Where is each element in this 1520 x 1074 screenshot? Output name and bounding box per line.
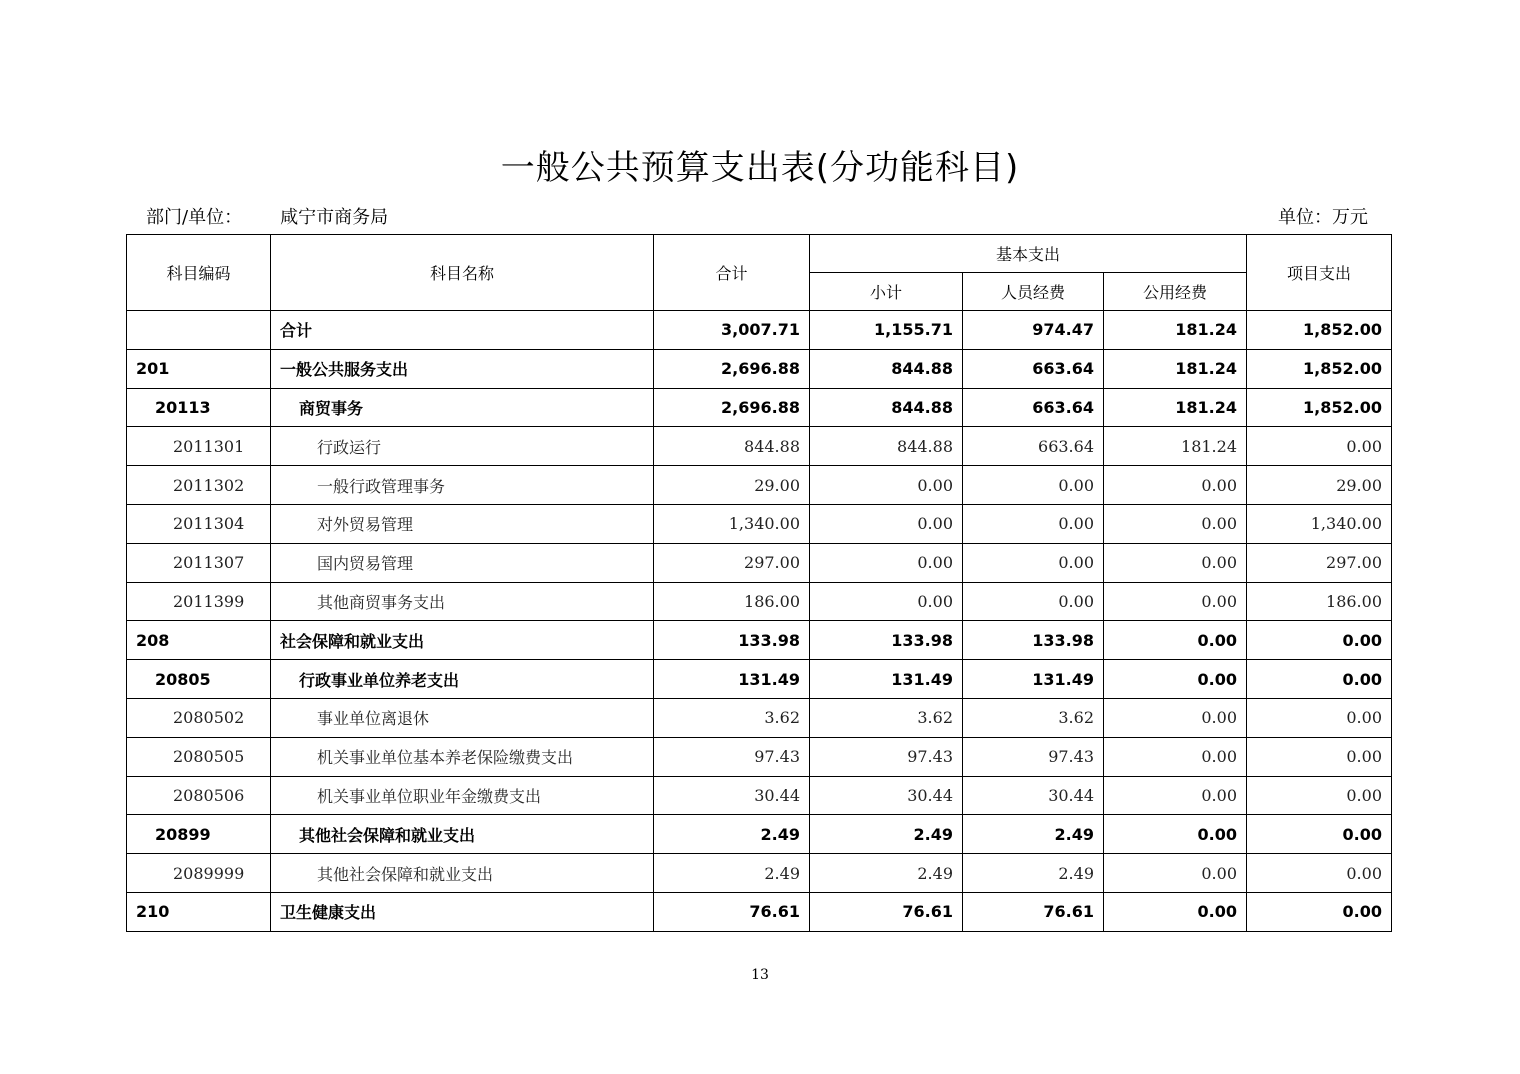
cell-personnel: 2.49 [963,815,1104,854]
table-row [127,854,1392,893]
table-row [127,892,1392,931]
cell-subtotal: 0.00 [810,543,963,582]
cell-personnel: 0.00 [963,582,1104,621]
table-row [127,776,1392,815]
cell-project: 0.00 [1247,737,1392,776]
cell-code: 2011307 [127,543,271,582]
cell-total: 97.43 [654,737,810,776]
cell-code: 2089999 [127,854,271,893]
cell-name: 机关事业单位基本养老保险缴费支出 [271,737,654,776]
cell-name: 行政运行 [271,427,654,466]
cell-public: 181.24 [1104,349,1247,388]
table-row [127,621,1392,660]
cell-public: 0.00 [1104,543,1247,582]
cell-subtotal: 844.88 [810,427,963,466]
table-row [127,311,1392,350]
cell-project: 29.00 [1247,466,1392,505]
cell-subtotal: 30.44 [810,776,963,815]
cell-project: 0.00 [1247,427,1392,466]
cell-project: 1,852.00 [1247,311,1392,350]
cell-name: 一般行政管理事务 [271,466,654,505]
cell-personnel: 131.49 [963,660,1104,699]
table-row [127,466,1392,505]
cell-name: 对外贸易管理 [271,504,654,543]
cell-subtotal: 0.00 [810,504,963,543]
cell-personnel: 663.64 [963,349,1104,388]
cell-total: 29.00 [654,466,810,505]
cell-code: 2011302 [127,466,271,505]
cell-project: 1,852.00 [1247,388,1392,427]
budget-table [126,234,1392,932]
cell-name: 国内贸易管理 [271,543,654,582]
cell-total: 2.49 [654,854,810,893]
page-number: 13 [751,967,769,983]
cell-personnel: 97.43 [963,737,1104,776]
cell-name: 事业单位离退休 [271,698,654,737]
cell-project: 0.00 [1247,660,1392,699]
cell-public: 0.00 [1104,892,1247,931]
table-row [127,504,1392,543]
cell-project: 0.00 [1247,621,1392,660]
table-row [127,660,1392,699]
table-row [127,582,1392,621]
cell-project: 0.00 [1247,854,1392,893]
cell-project: 297.00 [1247,543,1392,582]
department-label: 部门/单位： [146,207,243,228]
cell-personnel: 663.64 [963,427,1104,466]
cell-code: 2011304 [127,504,271,543]
header-project: 项目支出 [1247,235,1392,311]
cell-name: 社会保障和就业支出 [271,621,654,660]
table-row [127,737,1392,776]
cell-personnel: 76.61 [963,892,1104,931]
cell-total: 76.61 [654,892,810,931]
cell-public: 0.00 [1104,504,1247,543]
table-row [127,349,1392,388]
cell-code: 210 [127,892,271,931]
table-row [127,427,1392,466]
cell-name: 其他社会保障和就业支出 [271,815,654,854]
cell-project: 0.00 [1247,815,1392,854]
cell-subtotal: 1,155.71 [810,311,963,350]
table-row [127,543,1392,582]
cell-public: 181.24 [1104,427,1247,466]
cell-project: 1,340.00 [1247,504,1392,543]
cell-subtotal: 0.00 [810,466,963,505]
cell-name: 其他商贸事务支出 [271,582,654,621]
cell-project: 186.00 [1247,582,1392,621]
cell-name: 一般公共服务支出 [271,349,654,388]
cell-total: 131.49 [654,660,810,699]
cell-personnel: 3.62 [963,698,1104,737]
cell-public: 181.24 [1104,311,1247,350]
cell-project: 1,852.00 [1247,349,1392,388]
cell-project: 0.00 [1247,698,1392,737]
cell-code: 201 [127,349,271,388]
header-basic: 基本支出 [810,235,1247,273]
cell-total: 2,696.88 [654,349,810,388]
cell-total: 297.00 [654,543,810,582]
cell-total: 186.00 [654,582,810,621]
cell-code: 20113 [127,388,271,427]
cell-subtotal: 131.49 [810,660,963,699]
cell-public: 0.00 [1104,582,1247,621]
cell-code: 20899 [127,815,271,854]
cell-public: 0.00 [1104,621,1247,660]
cell-personnel: 974.47 [963,311,1104,350]
cell-code: 20805 [127,660,271,699]
cell-subtotal: 0.00 [810,582,963,621]
cell-subtotal: 2.49 [810,815,963,854]
cell-public: 0.00 [1104,698,1247,737]
cell-personnel: 0.00 [963,466,1104,505]
header-name: 科目名称 [271,235,654,311]
cell-subtotal: 76.61 [810,892,963,931]
cell-code: 2011399 [127,582,271,621]
table-row [127,698,1392,737]
cell-public: 0.00 [1104,737,1247,776]
cell-public: 0.00 [1104,815,1247,854]
cell-code: 2011301 [127,427,271,466]
cell-total: 3,007.71 [654,311,810,350]
table-row [127,388,1392,427]
cell-public: 0.00 [1104,854,1247,893]
cell-subtotal: 844.88 [810,349,963,388]
unit-label: 单位：万元 [1278,207,1368,228]
cell-code: 2080505 [127,737,271,776]
cell-name: 合计 [271,311,654,350]
cell-subtotal: 2.49 [810,854,963,893]
cell-personnel: 0.00 [963,543,1104,582]
cell-personnel: 0.00 [963,504,1104,543]
cell-name: 其他社会保障和就业支出 [271,854,654,893]
cell-total: 30.44 [654,776,810,815]
cell-project: 0.00 [1247,892,1392,931]
cell-total: 1,340.00 [654,504,810,543]
cell-name: 卫生健康支出 [271,892,654,931]
cell-project: 0.00 [1247,776,1392,815]
cell-personnel: 30.44 [963,776,1104,815]
header-subtotal: 小计 [810,273,963,311]
cell-personnel: 663.64 [963,388,1104,427]
header-total: 合计 [654,235,810,311]
cell-total: 2,696.88 [654,388,810,427]
header-code: 科目编码 [127,235,271,311]
header-public: 公用经费 [1104,273,1247,311]
cell-public: 0.00 [1104,660,1247,699]
cell-code: 208 [127,621,271,660]
cell-subtotal: 3.62 [810,698,963,737]
header-personnel: 人员经费 [963,273,1104,311]
department-line [146,203,388,229]
cell-total: 3.62 [654,698,810,737]
cell-code: 2080502 [127,698,271,737]
cell-code: 2080506 [127,776,271,815]
cell-personnel: 133.98 [963,621,1104,660]
page-title: 一般公共预算支出表(分功能科目) [500,148,1020,188]
cell-total: 844.88 [654,427,810,466]
cell-public: 0.00 [1104,466,1247,505]
cell-name: 机关事业单位职业年金缴费支出 [271,776,654,815]
cell-name: 商贸事务 [271,388,654,427]
cell-name: 行政事业单位养老支出 [271,660,654,699]
cell-public: 0.00 [1104,776,1247,815]
cell-total: 2.49 [654,815,810,854]
cell-total: 133.98 [654,621,810,660]
cell-subtotal: 844.88 [810,388,963,427]
department-value: 咸宁市商务局 [280,207,389,228]
cell-subtotal: 133.98 [810,621,963,660]
table-row [127,815,1392,854]
cell-public: 181.24 [1104,388,1247,427]
cell-code [127,311,271,350]
cell-personnel: 2.49 [963,854,1104,893]
cell-subtotal: 97.43 [810,737,963,776]
